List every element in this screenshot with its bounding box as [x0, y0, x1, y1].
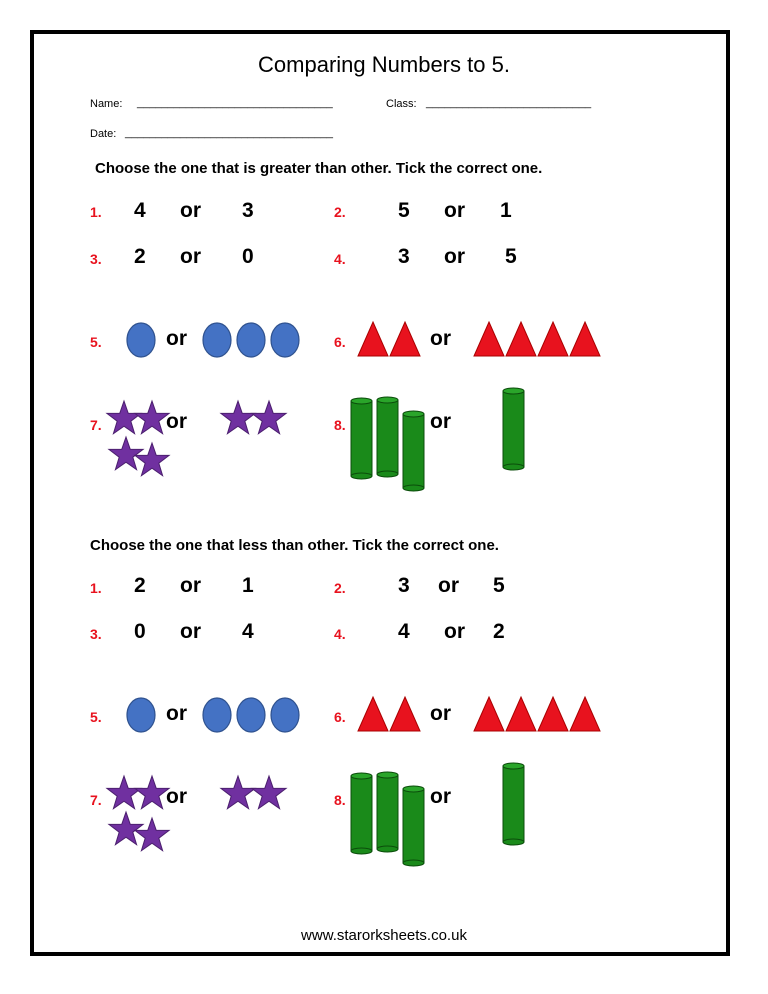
- or-word: or: [180, 574, 201, 597]
- triangle: [506, 697, 536, 731]
- question-number: 5.: [90, 709, 102, 725]
- left-circle-group[interactable]: [124, 695, 158, 735]
- star: [135, 818, 169, 851]
- class-line[interactable]: ___________________________: [426, 97, 592, 109]
- number-b[interactable]: 1: [242, 574, 254, 597]
- question-number: 2.: [334, 204, 346, 220]
- left-circle-group[interactable]: [124, 320, 158, 360]
- number-b[interactable]: 5: [505, 245, 517, 268]
- star: [109, 812, 143, 845]
- right-cylinder-group[interactable]: [500, 386, 528, 472]
- circle: [271, 698, 299, 732]
- star: [135, 443, 169, 476]
- cylinder: [503, 763, 524, 845]
- number-b[interactable]: 5: [493, 574, 505, 597]
- triangle: [570, 322, 600, 356]
- left-cylinder-group[interactable]: [349, 771, 429, 869]
- triangle: [474, 322, 504, 356]
- or-word: or: [166, 327, 187, 350]
- star: [221, 401, 255, 434]
- cylinder: [377, 772, 398, 852]
- number-a[interactable]: 0: [134, 620, 146, 643]
- triangle: [358, 322, 388, 356]
- triangle: [538, 697, 568, 731]
- section-1-instruction: Choose the one that is greater than other. Tick the correct one.: [95, 160, 543, 177]
- number-a[interactable]: 4: [398, 620, 410, 643]
- date-line[interactable]: __________________________________: [125, 127, 334, 139]
- worksheet-title: Comparing Numbers to 5.: [258, 52, 510, 77]
- cylinder: [377, 397, 398, 477]
- question-number: 6.: [334, 709, 346, 725]
- left-star-group[interactable]: [108, 397, 172, 481]
- number-b[interactable]: 4: [242, 620, 254, 643]
- left-star-group[interactable]: [108, 772, 172, 856]
- or-word: or: [430, 702, 451, 725]
- question-number: 7.: [90, 417, 102, 433]
- number-a[interactable]: 5: [398, 199, 410, 222]
- triangle: [390, 322, 420, 356]
- right-star-group[interactable]: [222, 397, 286, 441]
- star: [109, 437, 143, 470]
- number-a[interactable]: 4: [134, 199, 146, 222]
- question-number: 1.: [90, 204, 102, 220]
- question-number: 8.: [334, 417, 346, 433]
- or-word: or: [166, 410, 187, 433]
- name-line[interactable]: ________________________________: [137, 97, 333, 109]
- cylinder: [403, 786, 424, 866]
- number-b[interactable]: 2: [493, 620, 505, 643]
- star: [221, 776, 255, 809]
- number-a[interactable]: 3: [398, 574, 410, 597]
- triangle: [390, 697, 420, 731]
- number-a[interactable]: 2: [134, 574, 146, 597]
- number-b[interactable]: 3: [242, 199, 254, 222]
- or-word: or: [166, 702, 187, 725]
- number-b[interactable]: 1: [500, 199, 512, 222]
- number-a[interactable]: 3: [398, 245, 410, 268]
- star: [135, 401, 169, 434]
- circle: [203, 323, 231, 357]
- question-number: 3.: [90, 251, 102, 267]
- cylinder: [351, 773, 372, 854]
- cylinder: [351, 398, 372, 479]
- question-number: 5.: [90, 334, 102, 350]
- left-triangle-group[interactable]: [357, 695, 423, 733]
- cylinder: [503, 388, 524, 470]
- question-number: 6.: [334, 334, 346, 350]
- question-number: 7.: [90, 792, 102, 808]
- triangle: [474, 697, 504, 731]
- footer-website: www.starorksheets.co.uk: [301, 927, 467, 944]
- right-circle-group[interactable]: [200, 695, 304, 735]
- circle: [271, 323, 299, 357]
- star: [252, 776, 286, 809]
- name-label: Name:: [90, 98, 123, 110]
- class-label: Class:: [386, 98, 417, 110]
- triangle: [570, 697, 600, 731]
- number-a[interactable]: 2: [134, 245, 146, 268]
- cylinder: [403, 411, 424, 491]
- question-number: 2.: [334, 580, 346, 596]
- triangle: [358, 697, 388, 731]
- right-cylinder-group[interactable]: [500, 761, 528, 847]
- right-star-group[interactable]: [222, 772, 286, 816]
- star: [135, 776, 169, 809]
- question-number: 3.: [90, 626, 102, 642]
- or-word: or: [430, 327, 451, 350]
- star: [107, 776, 141, 809]
- or-word: or: [180, 199, 201, 222]
- left-cylinder-group[interactable]: [349, 396, 429, 494]
- or-word: or: [180, 620, 201, 643]
- or-word: or: [444, 620, 465, 643]
- question-number: 4.: [334, 626, 346, 642]
- circle: [237, 698, 265, 732]
- left-triangle-group[interactable]: [357, 320, 423, 358]
- circle: [203, 698, 231, 732]
- or-word: or: [444, 245, 465, 268]
- right-circle-group[interactable]: [200, 320, 304, 360]
- right-triangle-group[interactable]: [473, 695, 603, 733]
- or-word: or: [430, 785, 451, 808]
- question-number: 1.: [90, 580, 102, 596]
- circle: [237, 323, 265, 357]
- or-word: or: [166, 785, 187, 808]
- or-word: or: [438, 574, 459, 597]
- circle: [127, 698, 155, 732]
- triangle: [538, 322, 568, 356]
- right-triangle-group[interactable]: [473, 320, 603, 358]
- section-2-instruction: Choose the one that less than other. Tick the correct one.: [90, 537, 499, 554]
- star: [252, 401, 286, 434]
- number-b[interactable]: 0: [242, 245, 254, 268]
- or-word: or: [444, 199, 465, 222]
- question-number: 4.: [334, 251, 346, 267]
- triangle: [506, 322, 536, 356]
- star: [107, 401, 141, 434]
- date-label: Date:: [90, 128, 117, 140]
- circle: [127, 323, 155, 357]
- or-word: or: [180, 245, 201, 268]
- question-number: 8.: [334, 792, 346, 808]
- or-word: or: [430, 410, 451, 433]
